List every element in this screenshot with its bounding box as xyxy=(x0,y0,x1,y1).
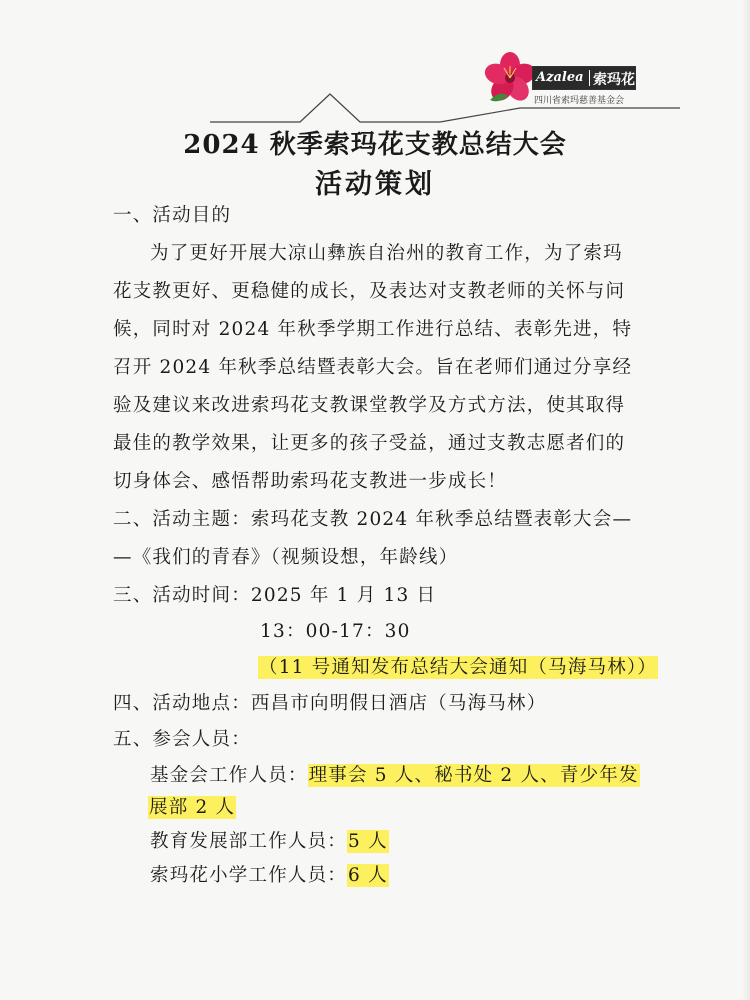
section-1-para-line: 为了更好开展大凉山彝族自治州的教育工作，为了索玛 xyxy=(150,243,623,264)
foundation-staff-line-cont xyxy=(148,796,236,820)
section-1-para-line: 验及建议来改进索玛花支教课堂教学及方式方法，使其取得 xyxy=(113,395,626,416)
section-3-date: 三、活动时间：2025 年 1 月 13 日 xyxy=(113,585,437,606)
school-staff-line xyxy=(150,864,389,888)
logo-brand-cn: 索玛花 xyxy=(593,72,635,88)
section-1-para-line: 切身体会、感悟帮助索玛花支教进一步成长！ xyxy=(113,471,508,492)
section-1-para-line: 最佳的教学效果，让更多的孩子受益，通过支教志愿者们的 xyxy=(113,433,626,454)
edu-dept-line xyxy=(150,830,389,854)
edu-dept-value: 5 人 xyxy=(348,831,388,852)
section-4-venue: 四、活动地点：西昌市向明假日酒店（马海马林） xyxy=(113,693,547,714)
edu-dept-label: 教育发展部工作人员： xyxy=(150,831,348,852)
section-5-heading: 五、参会人员： xyxy=(113,729,251,750)
section-1-para-line: 候，同时对 2024 年秋季学期工作进行总结、表彰先进，特 xyxy=(113,319,633,340)
highlighted-note: （11 号通知发布总结大会通知（马海马林）） xyxy=(259,657,658,678)
section-2-theme-line: —《我们的青春》（视频设想，年龄线） xyxy=(113,547,459,568)
section-3-note xyxy=(258,656,658,680)
foundation-staff-label: 基金会工作人员： xyxy=(150,765,308,786)
azalea-flower-icon xyxy=(482,50,538,106)
section-1-para-line: 召开 2024 年秋季总结暨表彰大会。旨在老师们通过分享经 xyxy=(113,357,633,378)
section-2-theme-line: 二、活动主题：索玛花支教 2024 年秋季总结暨表彰大会— xyxy=(113,509,633,530)
section-3-time: 13：00-17：30 xyxy=(260,621,411,642)
foundation-staff-value-cont: 展部 2 人 xyxy=(149,797,236,818)
foundation-staff-value: 理事会 5 人、秘书处 2 人、青少年发 xyxy=(308,765,639,786)
foundation-staff-line xyxy=(150,764,640,788)
section-1-para-line: 花支教更好、更稳健的成长，及表达对支教老师的关怀与问 xyxy=(113,281,626,302)
foundation-logo xyxy=(482,50,642,106)
school-staff-label: 索玛花小学工作人员： xyxy=(150,865,348,886)
school-staff-value: 6 人 xyxy=(348,865,388,886)
document-subtitle: 活动策划 xyxy=(315,169,435,200)
document-title: 2024 秋季索玛花支教总结大会 xyxy=(183,130,567,160)
logo-brand-box xyxy=(532,66,636,90)
logo-subtitle: 四川省索玛慈善基金会 xyxy=(534,96,625,106)
logo-brand-en: Azalea xyxy=(536,70,584,85)
logo-divider xyxy=(589,70,590,86)
section-1-heading: 一、活动目的 xyxy=(113,205,232,226)
